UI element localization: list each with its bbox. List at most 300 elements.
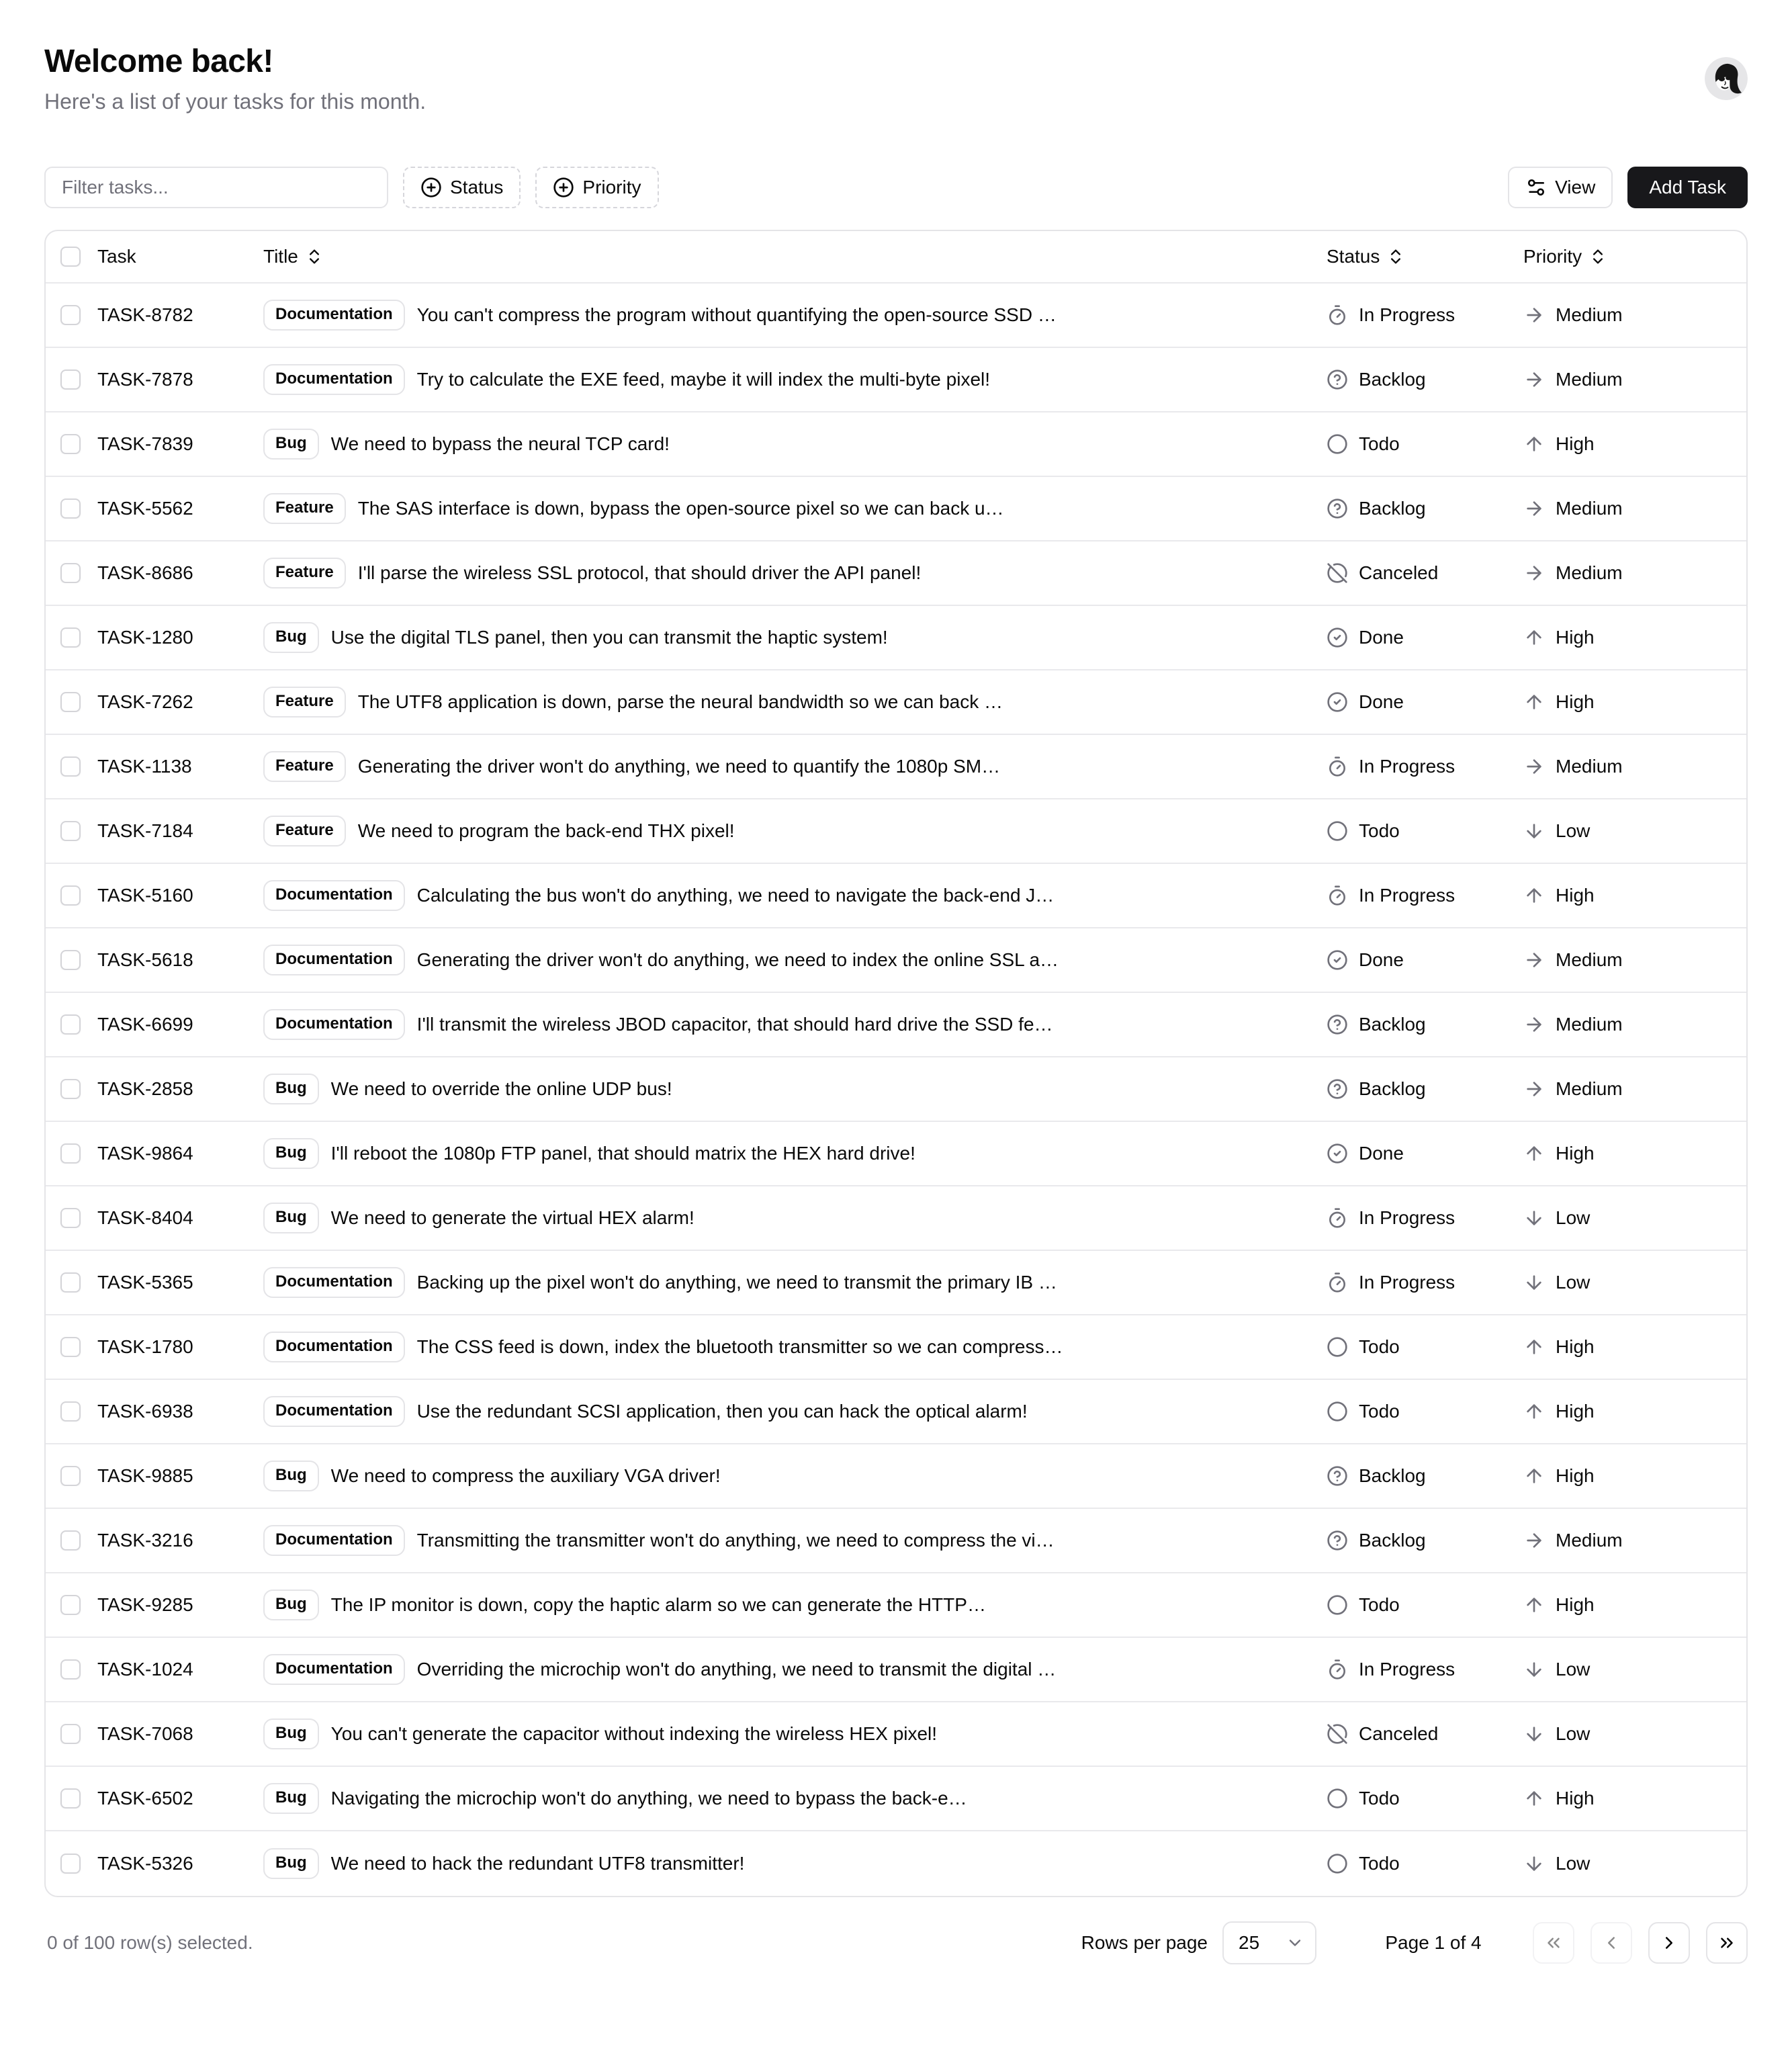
task-id-cell (97, 1853, 263, 1874)
row-actions-button[interactable] (1678, 616, 1721, 659)
arrow-down-icon (1523, 1723, 1545, 1745)
row-actions-button[interactable] (1678, 1261, 1721, 1304)
row-checkbox[interactable] (60, 821, 81, 841)
help-circle-icon (1327, 1078, 1348, 1100)
row-actions-cell (1652, 939, 1746, 982)
rows-per-page-value: 25 (1239, 1932, 1260, 1954)
arrow-down-icon (1523, 820, 1545, 842)
task-table-body (46, 284, 1746, 1896)
circle-off-icon (1327, 1723, 1348, 1745)
task-status: Todo (1359, 1594, 1400, 1616)
row-checkbox[interactable] (60, 1014, 81, 1035)
task-id-cell (97, 1788, 263, 1809)
row-checkbox-cell (46, 1595, 97, 1615)
task-title: You can't compress the program without quantifying the open-source SSD … (416, 304, 1057, 326)
row-checkbox[interactable] (60, 1337, 81, 1357)
task-priority: Medium (1556, 369, 1623, 390)
row-actions-button[interactable] (1678, 487, 1721, 530)
row-checkbox[interactable] (60, 692, 81, 712)
task-id-cell (97, 949, 263, 971)
task-status-cell (1327, 1853, 1523, 1874)
task-title-cell (263, 816, 1327, 846)
previous-page-button[interactable] (1591, 1922, 1632, 1964)
task-status-cell (1327, 304, 1523, 326)
task-title: Try to calculate the EXE feed, maybe it will index the multi-byte pixel! (416, 369, 991, 390)
task-title-cell (263, 1461, 1327, 1491)
task-type-badge: Bug (263, 1590, 319, 1620)
task-id: TASK-1138 (97, 756, 192, 777)
task-title-cell (263, 1718, 1327, 1749)
header-checkbox-cell (46, 247, 97, 267)
page-title: Welcome back! (44, 44, 273, 79)
add-task-label: Add Task (1649, 177, 1726, 198)
row-checkbox[interactable] (60, 1079, 81, 1099)
help-circle-icon (1327, 1530, 1348, 1551)
sort-title-button[interactable] (263, 246, 324, 267)
task-id: TASK-6699 (97, 1014, 193, 1035)
task-status: Todo (1359, 1788, 1400, 1809)
row-actions-button[interactable] (1678, 1648, 1721, 1691)
task-priority: Low (1556, 1723, 1591, 1745)
column-header-priority (1523, 246, 1652, 267)
task-type-badge: Documentation (263, 1332, 405, 1362)
task-status-cell (1327, 1078, 1523, 1100)
task-type-badge: Feature (263, 816, 346, 846)
priority-filter-label: Priority (582, 177, 641, 198)
chevrons-left-icon (1543, 1933, 1564, 1953)
row-checkbox[interactable] (60, 1595, 81, 1615)
row-checkbox[interactable] (60, 1208, 81, 1228)
task-title-cell (263, 493, 1327, 523)
table-row (46, 799, 1746, 864)
row-actions-button[interactable] (1678, 1068, 1721, 1111)
task-title: Navigating the microchip won't do anything, we need to bypass the back-e… (330, 1788, 967, 1809)
task-title: The IP monitor is down, copy the haptic alarm so we can generate the HTTP… (330, 1594, 986, 1616)
row-actions-cell (1652, 874, 1746, 917)
task-status-cell (1327, 627, 1523, 648)
task-type-badge: Bug (263, 1138, 319, 1168)
timer-icon (1327, 1659, 1348, 1680)
arrow-right-icon (1523, 1530, 1545, 1551)
task-title: We need to bypass the neural TCP card! (330, 433, 670, 455)
task-id: TASK-5160 (97, 885, 193, 906)
circle-icon (1327, 1788, 1348, 1809)
row-actions-cell (1652, 1583, 1746, 1626)
row-checkbox[interactable] (60, 756, 81, 777)
task-priority-cell (1523, 498, 1652, 519)
task-id: TASK-9885 (97, 1465, 193, 1487)
chevron-left-icon (1601, 1933, 1621, 1953)
table-row (46, 864, 1746, 928)
task-id-cell (97, 1207, 263, 1229)
task-status: Todo (1359, 1853, 1400, 1874)
task-table-head (46, 231, 1746, 284)
task-status: Canceled (1359, 562, 1439, 584)
task-status-cell (1327, 1272, 1523, 1293)
row-checkbox[interactable] (60, 885, 81, 906)
task-priority: High (1556, 1788, 1595, 1809)
first-page-button[interactable] (1533, 1922, 1574, 1964)
plus-circle-icon (553, 177, 574, 198)
page-subtitle: Here's a list of your tasks for this month. (44, 89, 427, 114)
task-status: Backlog (1359, 369, 1426, 390)
column-header-task (97, 246, 263, 267)
task-priority-cell (1523, 1143, 1652, 1164)
task-id: TASK-2858 (97, 1078, 193, 1100)
row-actions-button[interactable] (1678, 1132, 1721, 1175)
task-priority: Low (1556, 820, 1591, 842)
task-status: Todo (1359, 1401, 1400, 1422)
task-title: The CSS feed is down, index the bluetooth transmitter so we can compress… (416, 1336, 1063, 1358)
task-status-cell (1327, 1530, 1523, 1551)
view-button[interactable] (1508, 167, 1613, 208)
row-actions-button[interactable] (1678, 1196, 1721, 1239)
task-type-badge: Bug (263, 429, 319, 459)
circle-off-icon (1327, 562, 1348, 584)
arrow-up-icon (1523, 885, 1545, 906)
task-priority-cell (1523, 820, 1652, 842)
row-checkbox-cell (46, 756, 97, 777)
arrow-down-icon (1523, 1207, 1545, 1229)
task-title: Calculating the bus won't do anything, we need to navigate the back-end J… (416, 885, 1055, 906)
task-status: In Progress (1359, 1207, 1455, 1229)
arrow-up-icon (1523, 627, 1545, 648)
column-header-priority-label: Priority (1523, 246, 1582, 267)
table-row (46, 1251, 1746, 1315)
circle-check-icon (1327, 627, 1348, 648)
row-checkbox[interactable] (60, 563, 81, 583)
row-checkbox[interactable] (60, 1272, 81, 1293)
row-actions-button[interactable] (1678, 1583, 1721, 1626)
timer-icon (1327, 304, 1348, 326)
task-title-cell (263, 1074, 1327, 1104)
task-status: Todo (1359, 1336, 1400, 1358)
rows-per-page-label: Rows per page (1081, 1932, 1208, 1954)
row-checkbox[interactable] (60, 950, 81, 970)
row-actions-button[interactable] (1678, 874, 1721, 917)
arrow-up-icon (1523, 1465, 1545, 1487)
table-row (46, 1315, 1746, 1380)
timer-icon (1327, 885, 1348, 906)
arrow-right-icon (1523, 1078, 1545, 1100)
arrow-up-icon (1523, 1594, 1545, 1616)
task-id-cell (97, 304, 263, 326)
task-title-cell (263, 687, 1327, 717)
row-actions-cell (1652, 681, 1746, 724)
task-status: In Progress (1359, 756, 1455, 777)
row-actions-cell (1652, 1519, 1746, 1562)
row-actions-cell (1652, 1261, 1746, 1304)
table-row (46, 1380, 1746, 1444)
row-actions-cell (1652, 1648, 1746, 1691)
task-title: I'll reboot the 1080p FTP panel, that should matrix the HEX hard drive! (330, 1143, 915, 1164)
circle-icon (1327, 1401, 1348, 1422)
arrow-right-icon (1523, 562, 1545, 584)
row-actions-cell (1652, 1132, 1746, 1175)
row-checkbox[interactable] (60, 1659, 81, 1680)
task-status-cell (1327, 1723, 1523, 1745)
table-row (46, 1444, 1746, 1509)
task-id: TASK-3216 (97, 1530, 193, 1551)
row-checkbox[interactable] (60, 1401, 81, 1422)
task-priority-cell (1523, 1014, 1652, 1035)
task-status-cell (1327, 949, 1523, 971)
status-filter-button[interactable] (403, 167, 521, 208)
status-filter-label: Status (450, 177, 504, 198)
row-checkbox-cell (46, 305, 97, 325)
task-priority-cell (1523, 1723, 1652, 1745)
row-checkbox-cell (46, 627, 97, 648)
row-actions-button[interactable] (1678, 1454, 1721, 1497)
task-priority: High (1556, 1465, 1595, 1487)
chevron-right-icon (1659, 1933, 1679, 1953)
row-checkbox-cell (46, 1659, 97, 1680)
task-id: TASK-9285 (97, 1594, 193, 1616)
arrow-right-icon (1523, 304, 1545, 326)
task-id-cell (97, 1143, 263, 1164)
row-actions-button[interactable] (1678, 1777, 1721, 1820)
task-status: In Progress (1359, 304, 1455, 326)
task-priority: Medium (1556, 562, 1623, 584)
task-priority-cell (1523, 627, 1652, 648)
task-title: The SAS interface is down, bypass the open-source pixel so we can back u… (357, 498, 1004, 519)
task-priority: Medium (1556, 304, 1623, 326)
row-actions-cell (1652, 616, 1746, 659)
rows-per-page-select[interactable] (1222, 1921, 1316, 1964)
circle-check-icon (1327, 1143, 1348, 1164)
arrow-up-icon (1523, 1143, 1545, 1164)
task-title-cell (263, 1203, 1327, 1233)
row-actions-button[interactable] (1678, 939, 1721, 982)
task-priority: Low (1556, 1207, 1591, 1229)
task-title-cell (263, 364, 1327, 394)
row-checkbox[interactable] (60, 369, 81, 390)
task-status-cell (1327, 1594, 1523, 1616)
task-priority: Medium (1556, 756, 1623, 777)
task-title-cell (263, 558, 1327, 588)
task-priority: Low (1556, 1659, 1591, 1680)
task-id: TASK-7262 (97, 691, 193, 713)
task-type-badge: Documentation (263, 1525, 405, 1555)
task-id: TASK-8404 (97, 1207, 193, 1229)
task-id: TASK-6938 (97, 1401, 193, 1422)
row-checkbox[interactable] (60, 1530, 81, 1551)
select-all-checkbox[interactable] (60, 247, 81, 267)
task-id-cell (97, 1723, 263, 1745)
task-title-cell (263, 429, 1327, 459)
arrow-up-icon (1523, 1401, 1545, 1422)
table-row (46, 606, 1746, 670)
row-actions-button[interactable] (1678, 1325, 1721, 1368)
table-row (46, 1122, 1746, 1186)
timer-icon (1327, 1272, 1348, 1293)
task-status: Backlog (1359, 1078, 1426, 1100)
row-actions-button[interactable] (1678, 1842, 1721, 1885)
task-type-badge: Bug (263, 622, 319, 652)
table-row (46, 541, 1746, 606)
task-id: TASK-5365 (97, 1272, 193, 1293)
table-row (46, 348, 1746, 412)
row-actions-button[interactable] (1678, 358, 1721, 401)
next-page-button[interactable] (1648, 1922, 1690, 1964)
arrow-up-icon (1523, 1788, 1545, 1809)
table-row (46, 928, 1746, 993)
task-type-badge: Feature (263, 687, 346, 717)
task-type-badge: Documentation (263, 880, 405, 910)
filter-tasks-input[interactable] (44, 167, 388, 208)
sort-priority-button[interactable] (1523, 246, 1607, 267)
task-status: Canceled (1359, 1723, 1439, 1745)
task-priority-cell (1523, 1401, 1652, 1422)
task-title: Use the digital TLS panel, then you can transmit the haptic system! (330, 627, 888, 648)
task-status-cell (1327, 562, 1523, 584)
task-id: TASK-5618 (97, 949, 193, 971)
task-status-cell (1327, 498, 1523, 519)
table-row (46, 1509, 1746, 1573)
task-type-badge: Documentation (263, 300, 405, 330)
row-checkbox-cell (46, 1079, 97, 1099)
task-id: TASK-5562 (97, 498, 193, 519)
task-priority: High (1556, 627, 1595, 648)
row-actions-button[interactable] (1678, 1519, 1721, 1562)
task-title-cell (263, 1848, 1327, 1878)
last-page-button[interactable] (1706, 1922, 1748, 1964)
row-checkbox[interactable] (60, 1788, 81, 1809)
task-status: Backlog (1359, 498, 1426, 519)
row-actions-cell (1652, 358, 1746, 401)
arrow-right-icon (1523, 498, 1545, 519)
task-title: We need to override the online UDP bus! (330, 1078, 672, 1100)
circle-icon (1327, 433, 1348, 455)
task-status: Done (1359, 1143, 1404, 1164)
row-actions-button[interactable] (1678, 681, 1721, 724)
task-id: TASK-7184 (97, 820, 193, 842)
task-id: TASK-7878 (97, 369, 193, 390)
row-actions-cell (1652, 487, 1746, 530)
table-row (46, 284, 1746, 348)
task-type-badge: Documentation (263, 1009, 405, 1039)
row-checkbox-cell (46, 1530, 97, 1551)
task-priority-cell (1523, 369, 1652, 390)
row-actions-button[interactable] (1678, 423, 1721, 466)
task-title: I'll transmit the wireless JBOD capacitor, that should hard drive the SSD fe… (416, 1014, 1053, 1035)
task-priority-cell (1523, 304, 1652, 326)
circle-check-icon (1327, 691, 1348, 713)
row-checkbox-cell (46, 1724, 97, 1744)
task-title: Transmitting the transmitter won't do anything, we need to compress the vi… (416, 1530, 1055, 1551)
help-circle-icon (1327, 498, 1348, 519)
selection-status-text: 0 of 100 row(s) selected. (47, 1932, 253, 1954)
task-priority-cell (1523, 1853, 1652, 1874)
row-actions-cell (1652, 1068, 1746, 1111)
task-title: The UTF8 application is down, parse the neural bandwidth so we can back … (357, 691, 1003, 713)
row-checkbox[interactable] (60, 1854, 81, 1874)
row-checkbox-cell (46, 1401, 97, 1422)
add-task-button[interactable] (1627, 167, 1748, 208)
task-id: TASK-1024 (97, 1659, 193, 1680)
task-id-cell (97, 1594, 263, 1616)
row-checkbox[interactable] (60, 1724, 81, 1744)
row-actions-button[interactable] (1678, 1390, 1721, 1433)
row-checkbox[interactable] (60, 305, 81, 325)
task-title: We need to compress the auxiliary VGA driver! (330, 1465, 721, 1487)
row-actions-button[interactable] (1678, 294, 1721, 337)
task-status: Backlog (1359, 1014, 1426, 1035)
task-id-cell (97, 433, 263, 455)
task-priority-cell (1523, 1078, 1652, 1100)
view-button-label: View (1555, 177, 1596, 198)
row-checkbox[interactable] (60, 1466, 81, 1486)
row-actions-button[interactable] (1678, 552, 1721, 595)
avatar[interactable] (1705, 57, 1748, 100)
task-id: TASK-8686 (97, 562, 193, 584)
task-priority-cell (1523, 885, 1652, 906)
row-checkbox-cell (46, 692, 97, 712)
task-title: I'll parse the wireless SSL protocol, that should driver the API panel! (357, 562, 922, 584)
arrow-right-icon (1523, 369, 1545, 390)
task-priority: High (1556, 885, 1595, 906)
row-actions-button[interactable] (1678, 810, 1721, 853)
task-status-cell (1327, 1788, 1523, 1809)
task-title-cell (263, 1267, 1327, 1297)
task-id: TASK-5326 (97, 1853, 193, 1874)
task-status: Done (1359, 691, 1404, 713)
task-priority-cell (1523, 691, 1652, 713)
table-row (46, 670, 1746, 735)
task-id-cell (97, 1659, 263, 1680)
row-checkbox[interactable] (60, 1143, 81, 1164)
task-priority: Low (1556, 1272, 1591, 1293)
task-priority-cell (1523, 1594, 1652, 1616)
row-checkbox[interactable] (60, 627, 81, 648)
task-status: In Progress (1359, 885, 1455, 906)
task-status-cell (1327, 756, 1523, 777)
table-row (46, 477, 1746, 541)
task-title: Generating the driver won't do anything, we need to quantify the 1080p SM… (357, 756, 1001, 777)
toolbar (44, 167, 1748, 208)
priority-filter-button[interactable] (535, 167, 658, 208)
task-title: Use the redundant SCSI application, then you can hack the optical alarm! (416, 1401, 1028, 1422)
column-header-task-label: Task (97, 246, 136, 267)
task-priority: High (1556, 433, 1595, 455)
row-checkbox[interactable] (60, 434, 81, 454)
row-checkbox[interactable] (60, 498, 81, 519)
task-title-cell (263, 1396, 1327, 1426)
arrow-right-icon (1523, 949, 1545, 971)
row-actions-button[interactable] (1678, 1712, 1721, 1755)
task-status: Done (1359, 627, 1404, 648)
row-checkbox-cell (46, 563, 97, 583)
chevrons-right-icon (1717, 1933, 1737, 1953)
task-title-cell (263, 300, 1327, 330)
row-checkbox-cell (46, 1788, 97, 1809)
row-actions-button[interactable] (1678, 1003, 1721, 1046)
task-type-badge: Documentation (263, 364, 405, 394)
task-status-cell (1327, 1014, 1523, 1035)
task-type-badge: Bug (263, 1461, 319, 1491)
task-id: TASK-8782 (97, 304, 193, 326)
column-header-title-label: Title (263, 246, 298, 267)
sort-status-button[interactable] (1327, 246, 1405, 267)
table-row (46, 1767, 1746, 1831)
row-actions-button[interactable] (1678, 745, 1721, 788)
task-status-cell (1327, 1336, 1523, 1358)
arrow-down-icon (1523, 1853, 1545, 1874)
task-priority: High (1556, 1401, 1595, 1422)
page-info: Page 1 of 4 (1385, 1932, 1482, 1954)
footer-controls (1081, 1921, 1748, 1964)
task-id-cell (97, 885, 263, 906)
